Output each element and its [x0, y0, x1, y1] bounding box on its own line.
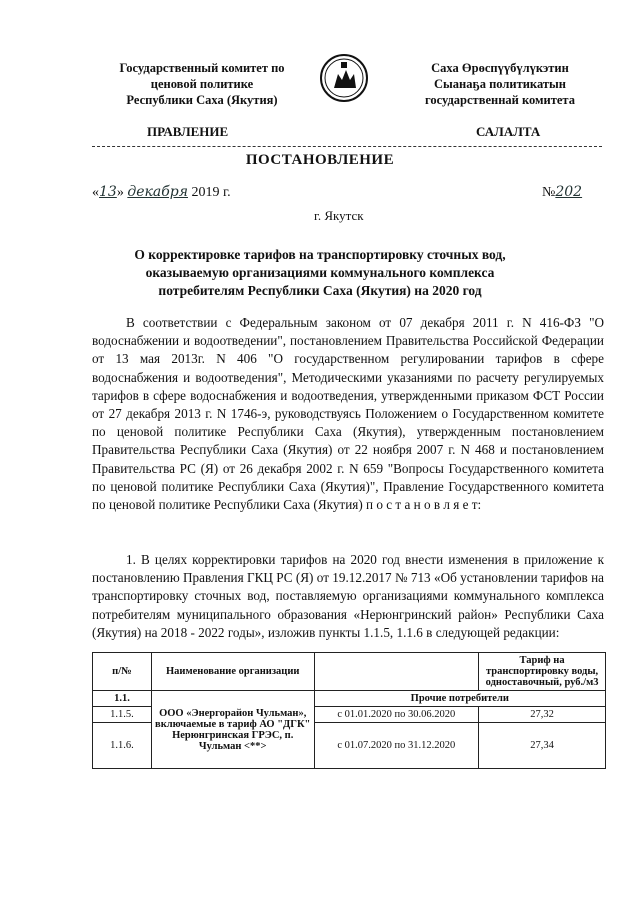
header-right [402, 60, 598, 108]
date-day: 13 [99, 184, 117, 200]
title-line: О корректировке тарифов на транспортировку сточных вод, [134, 247, 506, 262]
row-tariff: 27,34 [479, 723, 606, 769]
row-num: 1.1.6. [93, 723, 152, 769]
org-name: ООО «Энергорайон Чульман», включаемые в тариф АО "ДГК" Нерюнгринская ГРЭС, п. Чульман <**> [151, 691, 314, 769]
header-right-line: Сыанаҕа политикатын [434, 77, 566, 91]
row-period: с 01.07.2020 по 31.12.2020 [314, 723, 479, 769]
preamble-paragraph: В соответствии с Федеральным законом от 07 декабря 2011 г. N 416-ФЗ "О водоснабжении и водоотведении", постановлением Правительства Российской Федерации от 13 мая 2013г. N 406 "О государственном регулировании тарифов в сфере водоснабжения и водоотведения", Методическими указаниями по расчету регулируемых тарифов в сфере водоснабжения и водоотведения, утвержденными приказом ФСТ России от 27 декабря 2013 г. N 1746-э, руководствуясь Положением о Государственном комитете по ценовой политике Республики Саха (Якутия), утвержденным постановлением Правительства Республики Саха (Якутия) от 22 ноября 2007 г. N 468 и постановлением Правительства РС (Я) от 26 декабря 2002 г. N 659 "Вопросы Государственного комитета по ценовой политике Республики Саха (Якутия)", Правление Государственного комитета по ценовой политике Республики Саха (Якутия) п о с т а н о в л я е т: [92, 315, 604, 513]
consumer-group: Прочие потребители [314, 691, 605, 707]
header-org: Наименование организации [151, 653, 314, 691]
date-quote-open: « [92, 185, 99, 200]
header-blank [314, 653, 479, 691]
document-type: ПОСТАНОВЛЕНИЕ [245, 152, 395, 168]
department-left: ПРАВЛЕНИЕ [147, 124, 229, 139]
document-number [542, 184, 582, 201]
table-header-row [93, 653, 606, 691]
header-left-line: Государственный комитет по [119, 61, 285, 75]
row-tariff: 27,32 [479, 707, 606, 723]
header-left-line: Республики Саха (Якутия) [126, 93, 278, 107]
section-num: 1.1. [93, 691, 152, 707]
clause-1-paragraph: 1. В целях корректировки тарифов на 2020 год внести изменения в приложение к постановлению Правления ГКЦ РС (Я) от 19.12.2017 № 713 «Об установлении тарифов на транспортировку сточных вод, поставляемую организациями коммунального комплекса потребителям муниципального образования «Нерюнгринский район» Республики Саха (Якутия) на 2018 - 2022 годы», изложив пункты 1.1.5, 1.1.6 в следующей редакции: [92, 552, 604, 640]
document-title [120, 246, 520, 300]
number-label: № [542, 185, 556, 200]
document-city: г. Якутск [314, 208, 364, 223]
department-right: САЛАЛТА [476, 124, 541, 139]
document-date [92, 184, 231, 201]
date-year: 2019 г. [191, 185, 231, 200]
row-num: 1.1.5. [93, 707, 152, 723]
header-left [102, 60, 302, 108]
header-right-line: государственнай комитета [425, 93, 575, 107]
header-right-line: Саха Өрөспүүбүлүкэтин [431, 61, 569, 75]
header-num: п/№ [93, 653, 152, 691]
emblem-icon [320, 52, 368, 104]
number-value: 202 [555, 184, 583, 200]
title-line: оказываемую организациями коммунального комплекса [145, 265, 495, 280]
header-tariff: Тариф на транспортировку воды, одноставочный, руб./м3 [479, 653, 606, 691]
header-left-line: ценовой политике [150, 77, 254, 91]
date-month: декабря [127, 184, 188, 200]
table-row [93, 691, 606, 707]
separator-line [92, 146, 602, 147]
title-line: потребителям Республики Саха (Якутия) на 2020 год [158, 283, 482, 298]
date-quote-close: » [116, 185, 128, 200]
row-period: с 01.01.2020 по 30.06.2020 [314, 707, 479, 723]
tariff-table [92, 652, 606, 769]
